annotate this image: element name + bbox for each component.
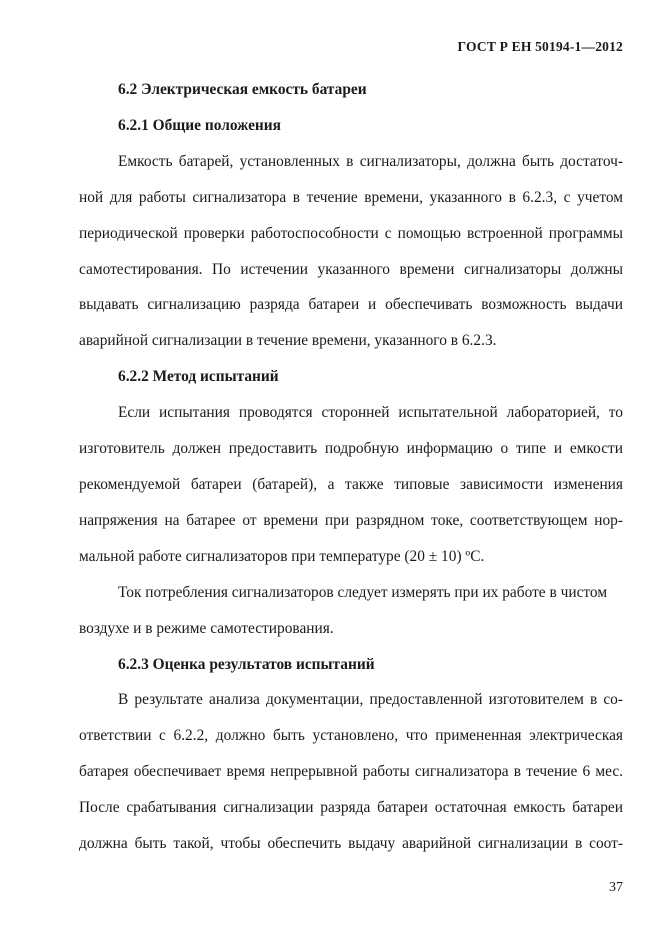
text-line: В результате анализа документации, предоставленной изготовителем в со- <box>118 691 623 709</box>
section-heading-6-2: 6.2 Электрическая емкость батареи <box>118 81 367 98</box>
page-number: 37 <box>609 880 623 895</box>
text-line: напряжения на батарее от времени при разрядном токе, соответствующем нор- <box>79 511 623 529</box>
text-line: выдавать сигнализацию разряда батареи и обеспечивать возможность выдачи <box>79 296 623 314</box>
text-line: аварийной сигнализации в течение времени, указанного в 6.2.3. <box>79 332 497 350</box>
text-line: Ток потребления сигнализаторов следует измерять при их работе в чистом <box>118 583 608 601</box>
text-line: ной для работы сигнализатора в течение времени, указанного в 6.2.3, с учетом <box>79 188 623 206</box>
paragraph-6-2-2-first <box>79 395 623 575</box>
text-line: должна быть такой, чтобы обеспечить выдачу аварийной сигнализации в соот- <box>79 835 623 853</box>
paragraph-6-2-1 <box>79 144 623 359</box>
document-body <box>79 72 623 862</box>
text-line: воздухе и в режиме самотестирования. <box>79 619 334 637</box>
section-heading-6-2-3: 6.2.3 Оценка результатов испытаний <box>118 655 375 673</box>
text-line: изготовитель должен предоставить подробную информацию о типе и емкости <box>79 440 623 458</box>
text-line: периодической проверки работоспособности с помощью встроенной программы <box>79 224 623 242</box>
paragraph-6-2-2-second <box>79 575 623 647</box>
paragraph-6-2-3 <box>79 682 623 862</box>
text-line: Емкость батарей, установленных в сигнализаторы, должна быть достаточ- <box>118 152 623 170</box>
text-line: батарея обеспечивает время непрерывной работы сигнализатора в течение 6 мес. <box>79 763 623 781</box>
text-line: ответствии с 6.2.2, должно быть установлено, что примененная электрическая <box>79 727 623 745</box>
text-line: рекомендуемой батареи (батарей), а также типовые зависимости изменения <box>79 475 623 493</box>
text-line: самотестирования. По истечении указанного времени сигнализаторы должны <box>79 260 623 278</box>
section-heading-6-2-2: 6.2.2 Метод испытаний <box>118 368 279 386</box>
text-line: Если испытания проводятся сторонней испытательной лабораторией, то <box>118 404 623 422</box>
text-line: После срабатывания сигнализации разряда батареи остаточная емкость батареи <box>79 799 623 817</box>
document-standard-id: ГОСТ Р ЕН 50194-1—2012 <box>457 39 623 54</box>
text-line: мальной работе сигнализаторов при температуре (20 ± 10) ºС. <box>79 547 485 565</box>
section-heading-6-2-1: 6.2.1 Общие положения <box>118 116 281 134</box>
